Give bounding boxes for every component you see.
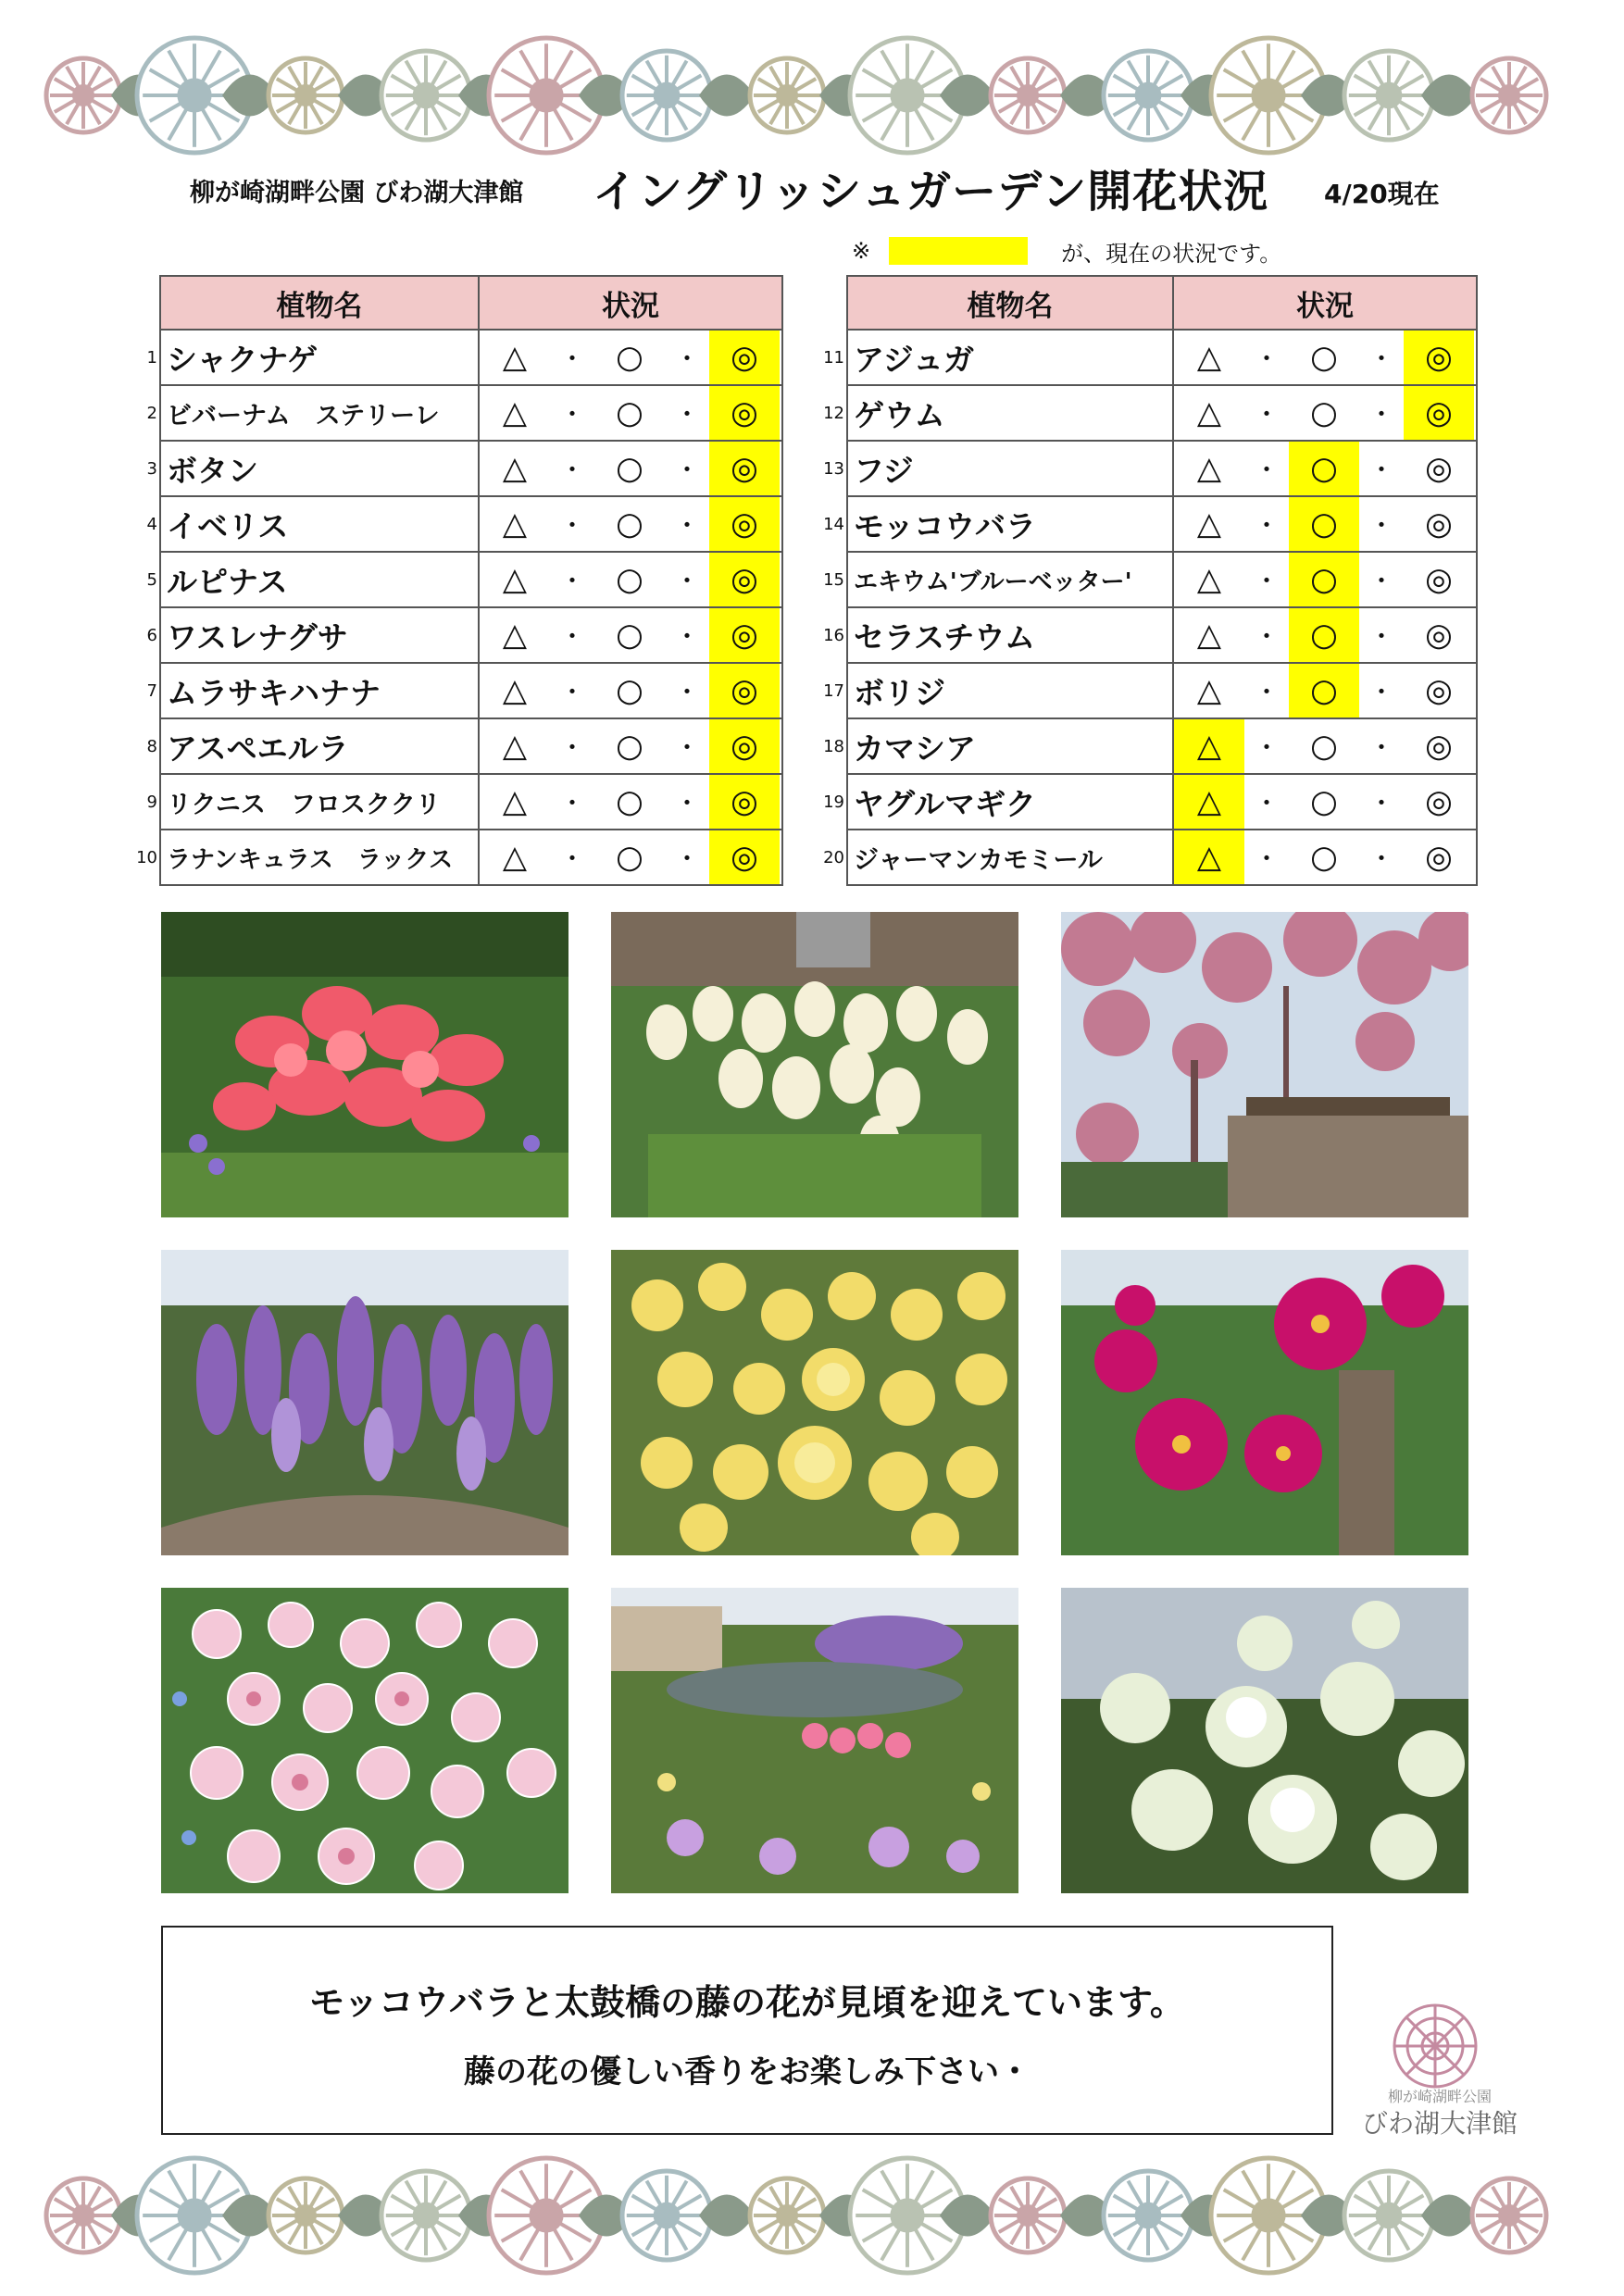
- logo-caption: 柳が崎湖畔公園: [1387, 2088, 1492, 2105]
- status-separator: ・: [558, 843, 585, 874]
- status-symbol: △: [1196, 505, 1222, 543]
- row-number: 20: [823, 847, 844, 867]
- status-symbol-current: ○: [1289, 608, 1359, 662]
- plant-name: ワスレナグサ: [160, 607, 479, 663]
- plant-name: ボリジ: [847, 663, 1173, 718]
- row-number: 11: [823, 347, 844, 368]
- legend-swatch: [889, 237, 1028, 265]
- status-separator: ・: [1253, 843, 1280, 874]
- bloom-status: [1173, 663, 1477, 718]
- plant-name: エキウム'ブルーベッター': [847, 552, 1173, 607]
- bloom-status: [1173, 496, 1477, 552]
- status-symbol: △: [1196, 672, 1222, 709]
- yellow-rose-photo: [611, 1250, 1018, 1555]
- white-tulips-photo: [611, 912, 1018, 1217]
- status-symbol: ◎: [1425, 561, 1453, 598]
- bloom-status: [479, 830, 782, 885]
- status-symbol: ◎: [1425, 783, 1453, 820]
- status-symbol-current: ◎: [709, 775, 780, 829]
- status-separator: ・: [673, 455, 700, 485]
- bloom-status: [479, 607, 782, 663]
- bloom-status: [1173, 607, 1477, 663]
- status-separator: ・: [1368, 455, 1394, 485]
- status-symbol: ○: [1310, 394, 1338, 431]
- plant-name: モッコウバラ: [847, 496, 1173, 552]
- status-symbol: ○: [616, 561, 643, 598]
- row-number: 13: [823, 458, 844, 479]
- status-symbol: △: [502, 617, 528, 654]
- status-separator: ・: [1368, 788, 1394, 818]
- status-symbol-current: ○: [1289, 664, 1359, 718]
- row-number: 12: [823, 403, 844, 423]
- plant-name: ビバーナム ステリーレ: [160, 385, 479, 441]
- plant-name: ルピナス: [160, 552, 479, 607]
- status-symbol-current: ◎: [709, 331, 780, 384]
- status-symbol: ○: [616, 728, 643, 765]
- page-title: イングリッシュガーデン開花状況: [593, 166, 1269, 218]
- row-number: 14: [823, 514, 844, 534]
- status-symbol: ○: [616, 505, 643, 543]
- status-separator: ・: [1253, 343, 1280, 374]
- status-symbol: ○: [1310, 783, 1338, 820]
- row-number: 16: [823, 625, 844, 645]
- status-separator: ・: [673, 510, 700, 541]
- table-row: [133, 663, 782, 718]
- table-row: [820, 718, 1477, 774]
- status-separator: ・: [673, 566, 700, 596]
- status-symbol: △: [502, 728, 528, 765]
- table-row: [820, 774, 1477, 830]
- as-of-date: 4/20現在: [1324, 179, 1440, 209]
- status-symbol-current: ◎: [1404, 386, 1474, 440]
- message-line-1: モッコウバラと太鼓橋の藤の花が見頃を迎えています。: [309, 1982, 1185, 2023]
- status-symbol: △: [502, 394, 528, 431]
- status-symbol: ○: [616, 672, 643, 709]
- row-number: 15: [823, 569, 844, 590]
- col-header-plant-name: 植物名: [160, 276, 479, 330]
- status-separator: ・: [1253, 621, 1280, 652]
- status-separator: ・: [1253, 399, 1280, 430]
- status-table-right: [820, 275, 1478, 886]
- bloom-status: [1173, 330, 1477, 385]
- legend-text: が、現在の状況です。: [1061, 240, 1282, 267]
- status-separator: ・: [673, 732, 700, 763]
- table-row: [820, 330, 1477, 385]
- table-row: [820, 607, 1477, 663]
- row-number: 3: [146, 458, 157, 479]
- status-symbol: ○: [616, 783, 643, 820]
- bloom-status: [479, 441, 782, 496]
- status-symbol-current: △: [1174, 719, 1244, 773]
- status-symbol: ○: [1310, 339, 1338, 376]
- bloom-status: [1173, 441, 1477, 496]
- plant-name: ラナンキュラス ラックス: [160, 830, 479, 885]
- row-number: 19: [823, 792, 844, 812]
- cherry-blossom-photo: [1061, 912, 1468, 1217]
- bloom-status: [1173, 830, 1477, 885]
- row-number: 10: [136, 847, 157, 867]
- status-table-left: [133, 275, 783, 886]
- table-row: [133, 830, 782, 885]
- status-separator: ・: [1253, 732, 1280, 763]
- status-symbol-current: ◎: [709, 830, 780, 884]
- table-row: [133, 441, 782, 496]
- status-separator: ・: [1368, 732, 1394, 763]
- status-separator: ・: [558, 677, 585, 707]
- status-symbol: ◎: [1425, 505, 1453, 543]
- status-separator: ・: [1253, 510, 1280, 541]
- status-symbol: △: [1196, 561, 1222, 598]
- bloom-status: [479, 774, 782, 830]
- status-separator: ・: [1253, 788, 1280, 818]
- status-symbol: △: [502, 505, 528, 543]
- plant-name: イベリス: [160, 496, 479, 552]
- status-separator: ・: [1368, 677, 1394, 707]
- bloom-status: [1173, 774, 1477, 830]
- table-row: [133, 718, 782, 774]
- table-row: [820, 663, 1477, 718]
- status-separator: ・: [558, 732, 585, 763]
- status-symbol: ○: [616, 339, 643, 376]
- garden-pond-photo: [611, 1588, 1018, 1893]
- status-symbol-current: ◎: [709, 497, 780, 551]
- floral-border-top: [28, 26, 1602, 165]
- status-separator: ・: [1368, 843, 1394, 874]
- plant-name: アジュガ: [847, 330, 1173, 385]
- status-separator: ・: [1368, 621, 1394, 652]
- status-symbol: △: [1196, 450, 1222, 487]
- row-number: 18: [823, 736, 844, 756]
- plant-name: ボタン: [160, 441, 479, 496]
- table-row: [133, 496, 782, 552]
- status-separator: ・: [558, 510, 585, 541]
- bloom-status: [1173, 718, 1477, 774]
- status-symbol: △: [502, 561, 528, 598]
- row-number: 2: [146, 403, 157, 423]
- status-symbol: ○: [1310, 839, 1338, 876]
- status-separator: ・: [673, 343, 700, 374]
- bloom-status: [479, 330, 782, 385]
- row-number: 8: [146, 736, 157, 756]
- table-row: [133, 607, 782, 663]
- table-row: [820, 830, 1477, 885]
- status-separator: ・: [1253, 566, 1280, 596]
- status-separator: ・: [673, 677, 700, 707]
- status-separator: ・: [1368, 399, 1394, 430]
- plant-name: ヤグルマギク: [847, 774, 1173, 830]
- wisteria-photo: [161, 1250, 568, 1555]
- status-separator: ・: [1368, 343, 1394, 374]
- row-number: 6: [146, 625, 157, 645]
- col-header-status: 状況: [1173, 276, 1477, 330]
- plant-name: フジ: [847, 441, 1173, 496]
- table-row: [133, 330, 782, 385]
- status-symbol-current: ◎: [709, 553, 780, 606]
- status-symbol: ○: [616, 617, 643, 654]
- status-symbol: △: [502, 839, 528, 876]
- status-separator: ・: [673, 399, 700, 430]
- status-symbol: △: [502, 339, 528, 376]
- status-symbol-current: ○: [1289, 553, 1359, 606]
- message-line-2: 藤の花の優しい香りをお楽しみ下さい・: [464, 2053, 1031, 2090]
- status-symbol: △: [1196, 394, 1222, 431]
- status-separator: ・: [1368, 566, 1394, 596]
- table-row: [820, 496, 1477, 552]
- site-name: 柳が崎湖畔公園 びわ湖大津館: [190, 179, 524, 207]
- status-symbol-current: ◎: [709, 442, 780, 495]
- status-separator: ・: [558, 399, 585, 430]
- row-number: 4: [146, 514, 157, 534]
- plant-name: カマシア: [847, 718, 1173, 774]
- table-row: [133, 385, 782, 441]
- status-symbol-current: △: [1174, 830, 1244, 884]
- col-header-plant-name: 植物名: [847, 276, 1173, 330]
- status-symbol-current: △: [1174, 775, 1244, 829]
- peony-photo: [1061, 1250, 1468, 1555]
- status-separator: ・: [673, 621, 700, 652]
- status-symbol-current: ◎: [709, 664, 780, 718]
- status-separator: ・: [558, 788, 585, 818]
- status-symbol: ◎: [1425, 617, 1453, 654]
- status-symbol: ○: [1310, 728, 1338, 765]
- bloom-status: [479, 552, 782, 607]
- plant-name: シャクナゲ: [160, 330, 479, 385]
- row-number: 17: [823, 680, 844, 701]
- status-separator: ・: [1368, 510, 1394, 541]
- table-row: [133, 774, 782, 830]
- bloom-status: [479, 496, 782, 552]
- col-header-status: 状況: [479, 276, 782, 330]
- status-separator: ・: [673, 843, 700, 874]
- status-symbol: △: [502, 672, 528, 709]
- table-row: [820, 385, 1477, 441]
- table-row: [820, 552, 1477, 607]
- status-symbol: △: [1196, 339, 1222, 376]
- plant-name: セラスチウム: [847, 607, 1173, 663]
- status-symbol: △: [502, 783, 528, 820]
- plant-name: ゲウム: [847, 385, 1173, 441]
- row-number: 1: [146, 347, 157, 368]
- status-separator: ・: [558, 566, 585, 596]
- legend: [852, 235, 1281, 267]
- status-symbol: ○: [616, 394, 643, 431]
- status-separator: ・: [673, 788, 700, 818]
- bloom-status: [479, 718, 782, 774]
- status-separator: ・: [1253, 677, 1280, 707]
- bloom-status: [1173, 385, 1477, 441]
- table-row: [820, 441, 1477, 496]
- status-separator: ・: [558, 455, 585, 485]
- pink-tulips-photo: [161, 912, 568, 1217]
- status-separator: ・: [558, 621, 585, 652]
- status-symbol: ◎: [1425, 839, 1453, 876]
- bloom-status: [479, 385, 782, 441]
- plant-name: アスペエルラ: [160, 718, 479, 774]
- status-symbol: ◎: [1425, 450, 1453, 487]
- row-number: 5: [146, 569, 157, 590]
- bloom-status: [479, 663, 782, 718]
- plant-name: リクニス フロスククリ: [160, 774, 479, 830]
- status-symbol: △: [502, 450, 528, 487]
- plant-name: ジャーマンカモミール: [847, 830, 1173, 885]
- status-symbol-current: ◎: [709, 719, 780, 773]
- status-symbol: △: [1196, 617, 1222, 654]
- status-separator: ・: [1253, 455, 1280, 485]
- status-symbol: ○: [616, 839, 643, 876]
- pink-daisy-photo: [161, 1588, 568, 1893]
- status-symbol: ○: [616, 450, 643, 487]
- snowball-viburnum-photo: [1061, 1588, 1468, 1893]
- legend-mark: ※: [852, 238, 871, 264]
- plant-name: ムラサキハナナ: [160, 663, 479, 718]
- row-number: 9: [146, 792, 157, 812]
- status-symbol-current: ◎: [709, 386, 780, 440]
- status-symbol: ◎: [1425, 728, 1453, 765]
- row-number: 7: [146, 680, 157, 701]
- status-symbol-current: ◎: [709, 608, 780, 662]
- message-box: [161, 1926, 1333, 2135]
- logo-name: びわ湖大津館: [1361, 2108, 1518, 2139]
- table-row: [133, 552, 782, 607]
- bloom-status: [1173, 552, 1477, 607]
- status-symbol-current: ◎: [1404, 331, 1474, 384]
- status-symbol-current: ○: [1289, 497, 1359, 551]
- status-separator: ・: [558, 343, 585, 374]
- floral-border-bottom: [28, 2146, 1602, 2285]
- status-symbol-current: ○: [1289, 442, 1359, 495]
- status-symbol: ◎: [1425, 672, 1453, 709]
